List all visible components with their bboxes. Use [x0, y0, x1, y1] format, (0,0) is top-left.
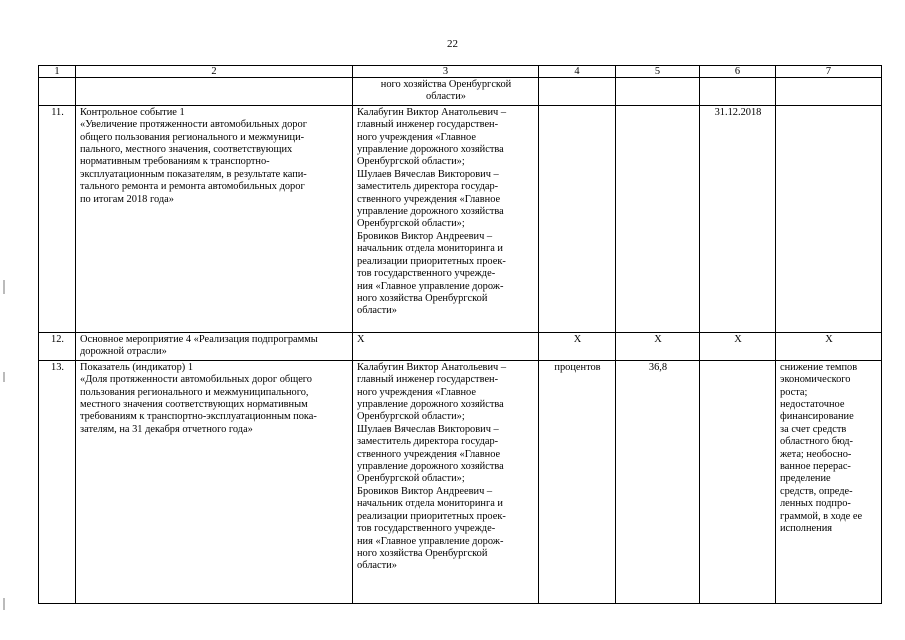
- page-number: 22: [447, 38, 458, 50]
- col-header-5: 5: [616, 66, 700, 78]
- plan-table: [38, 65, 882, 604]
- col-header-2: 2: [76, 66, 353, 78]
- col-header-3: 3: [353, 66, 539, 78]
- row-risks: [776, 105, 882, 332]
- scan-margin-mark: [3, 372, 5, 382]
- row-number: 11.: [39, 105, 76, 332]
- row-date: [700, 360, 776, 603]
- row-date: X: [700, 332, 776, 360]
- row-unit: X: [539, 332, 616, 360]
- table-row: [39, 332, 882, 360]
- col-header-6: 6: [700, 66, 776, 78]
- row-unit: процентов: [539, 360, 616, 603]
- row-risks: X: [776, 332, 882, 360]
- row-responsible: Калабугин Виктор Анатольевич – главный инженер государствен- ного учреждения «Главное управление дорожного хозяйства Оренбургской области»; Шулаев Вячеслав Викторович – заместитель директора государ- ственного учреждения «Главное управление дорожного хозяйства Оренбургской области»; Бровиков Виктор Андреевич – начальник отдела мониторинга и реализации приоритетных проек- тов государственного учрежде- ния «Главное управление дорож- ного хозяйства Оренбургской области»: [353, 105, 539, 332]
- col-header-4: 4: [539, 66, 616, 78]
- col-header-7: 7: [776, 66, 882, 78]
- row-name: Контрольное событие 1 «Увеличение протяженности автомобильных дорог общего пользования регионального и межмуници- пального, местного значения, соответствующих нормативным требованиям к транспортно- эксплуатационным показателям, в результате капи- тального ремонта и ремонта автомобильных дорог по итогам 2018 года»: [76, 105, 353, 332]
- row-number: 12.: [39, 332, 76, 360]
- row-value: 36,8: [616, 360, 700, 603]
- row-date: 31.12.2018: [700, 105, 776, 332]
- row-value: [616, 105, 700, 332]
- row-name: Основное мероприятие 4 «Реализация подпрограммы дорожной отрасли»: [76, 332, 353, 360]
- table-row: [39, 78, 882, 106]
- row-risks: [776, 78, 882, 106]
- row-value: X: [616, 332, 700, 360]
- row-number: 13.: [39, 360, 76, 603]
- col-header-1: 1: [39, 66, 76, 78]
- row-number: [39, 78, 76, 106]
- row-responsible: X: [353, 332, 539, 360]
- row-responsible: Калабугин Виктор Анатольевич – главный инженер государствен- ного учреждения «Главное управление дорожного хозяйства Оренбургской области»; Шулаев Вячеслав Викторович – заместитель директора государ- ственного учреждения «Главное управление дорожного хозяйства Оренбургской области»; Бровиков Виктор Андреевич – начальник отдела мониторинга и реализации приоритетных проек- тов государственного учрежде- ния «Главное управление дорож- ного хозяйства Оренбургской области»: [353, 360, 539, 603]
- table-row: [39, 360, 882, 603]
- row-unit: [539, 78, 616, 106]
- row-date: [700, 78, 776, 106]
- row-risks: снижение темпов экономического роста; недостаточное финансирование за счет средств областного бюд- жета; необосно- ванное перерас- пределение средств, опреде- ленных подпро- граммой, в ходе ее исполнения: [776, 360, 882, 603]
- scan-margin-mark: [3, 598, 5, 610]
- row-name: [76, 78, 353, 106]
- scan-margin-mark: [3, 280, 5, 294]
- row-responsible: ного хозяйства Оренбургской области»: [353, 78, 539, 106]
- table-row: [39, 105, 882, 332]
- row-unit: [539, 105, 616, 332]
- row-value: [616, 78, 700, 106]
- column-number-row: [39, 66, 882, 78]
- row-name: Показатель (индикатор) 1 «Доля протяженности автомобильных дорог общего пользования регионального и межмуниципального, местного значения соответствующих нормативным требованиям к транспортно-эксплуатационным пока- зателям, на 31 декабря отчетного года»: [76, 360, 353, 603]
